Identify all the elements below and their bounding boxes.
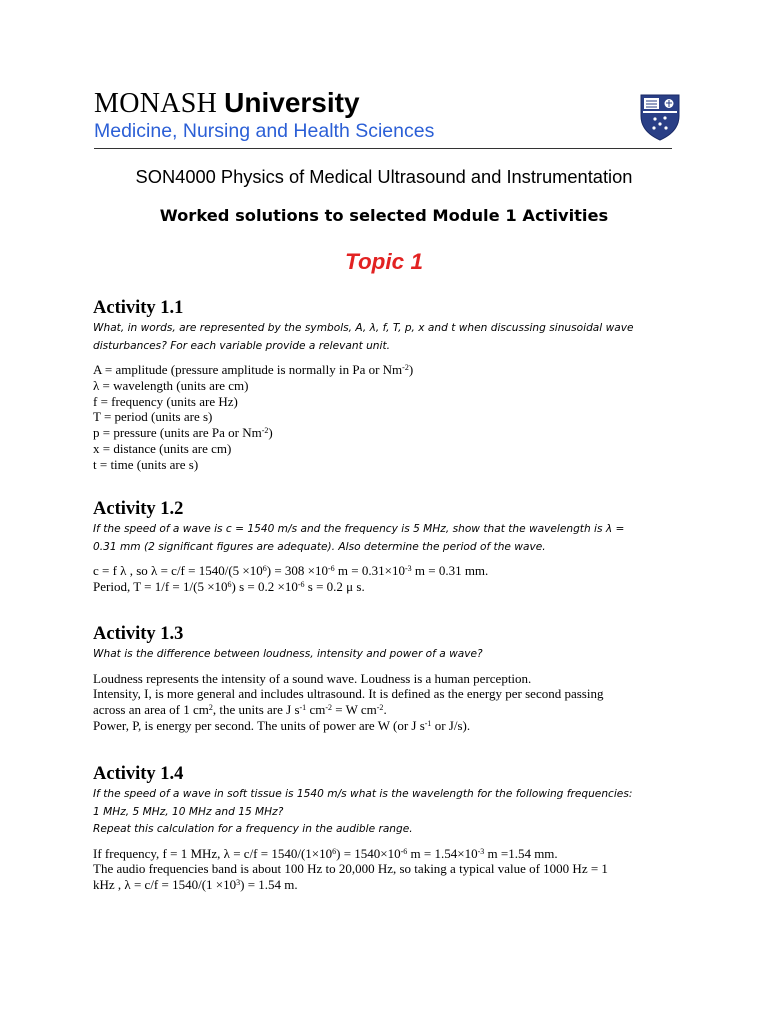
question-line: If the speed of a wave is c = 1540 m/s and the frequency is 5 MHz, show that the wavelength is λ =	[93, 523, 625, 535]
activity-1-4	[93, 763, 693, 893]
question-line: 0.31 mm (2 significant figures are adequate). Also determine the period of the wave.	[93, 540, 546, 553]
university-name	[94, 86, 360, 121]
answer-line: across an area of 1 $cm^2$, the units are J $s^{-1}$ $cm^{-2} = W$ $cm^{-2}$.	[93, 702, 387, 718]
activity-1-2	[93, 498, 693, 595]
letterhead	[94, 86, 672, 148]
course-title: SON4000 Physics of Medical Ultrasound and Instrumentation	[135, 166, 633, 187]
activity-question	[93, 786, 693, 839]
activity-answer	[93, 563, 693, 595]
answer-line: The audio frequencies band is about 100 Hz to 20,000 Hz, so taking a typical value of 1000 Hz = 1	[93, 861, 608, 877]
question-line: If the speed of a wave in soft tissue is 1540 m/s what is the wavelength for the following frequencies:	[93, 788, 633, 800]
activity-1-1	[93, 297, 693, 473]
activity-title: Activity 1.1	[93, 298, 184, 318]
activity-question	[93, 646, 693, 664]
answer-line: Intensity, I, is more general and includes ultrasound. It is defined as the energy per second passing	[93, 686, 604, 702]
question-line: disturbances? For each variable provide a relevant unit.	[93, 339, 390, 352]
question-line: 1 MHz, 5 MHz, 10 MHz and 15 MHz?	[93, 805, 284, 818]
answer-line: c = f λ , so $\lambda = c/f = 1540/(5 \times 10^6) = 308 \times 10^{-6}$ $m = 0.31\times 10^{-3}$ m = 0.31 mm.	[93, 563, 489, 578]
topic-heading: Topic 1	[345, 249, 423, 274]
activity-question	[93, 320, 693, 355]
answer-line: Period, $T = 1/f = 1/(5 \times 10^6)$ $s = 0.2 \times 10^{-6}$ s = 0.2 μ s.	[93, 578, 365, 594]
monash-crest-logo	[635, 92, 685, 142]
question-line: What, in words, are represented by the symbols, A, λ, f, T, p, x and t when discussing sinusoidal wave	[93, 322, 634, 334]
activity-title: Activity 1.3	[93, 624, 184, 644]
answer-line: A = amplitude (pressure amplitude is normally in Pa or $Nm^{-2}$)	[93, 362, 414, 377]
document-subtitle: Worked solutions to selected Module 1 Activities	[159, 206, 609, 225]
activity-answer	[93, 671, 693, 734]
activity-title: Activity 1.2	[93, 499, 184, 519]
answer-line: t = time (units are s)	[93, 456, 199, 472]
answer-line: Loudness represents the intensity of a sound wave. Loudness is a human perception.	[93, 670, 532, 686]
answer-line: If frequency, f = 1 MHz, $\lambda = c/f = 1540/(1\times 10^6) = 1540\times 10^{-6}$ $m = 1.54\times 10^{-3}$ m =1.54 mm.	[93, 845, 558, 861]
activity-title: Activity 1.4	[93, 764, 184, 784]
answer-line: p = pressure (units are Pa or $Nm^{-2}$)	[93, 425, 273, 441]
answer-line: λ = wavelength (units are cm)	[93, 377, 249, 393]
answer-line: x = distance (units are cm)	[93, 440, 232, 456]
answer-line: kHz , $\lambda = c/f = 1540/(1 \times 10^3) = 1.54$ m.	[93, 877, 298, 893]
brand-university: University	[224, 87, 360, 118]
question-line: What is the difference between loudness, intensity and power of a wave?	[93, 648, 483, 660]
activity-question	[93, 521, 693, 556]
brand-monash: MONASH	[94, 88, 218, 119]
activity-answer	[93, 846, 693, 893]
question-line: Repeat this calculation for a frequency in the audible range.	[93, 823, 413, 835]
activity-answer	[93, 362, 693, 473]
answer-line: f = frequency (units are Hz)	[93, 393, 238, 409]
activity-1-3	[93, 623, 693, 734]
answer-line: T = period (units are s)	[93, 409, 213, 425]
faculty-name: Medicine, Nursing and Health Sciences	[94, 120, 435, 142]
header-divider	[94, 148, 672, 149]
answer-line: Power, P, is energy per second. The units of power are W (or J $s^{-1}$ or J/s).	[93, 717, 471, 733]
